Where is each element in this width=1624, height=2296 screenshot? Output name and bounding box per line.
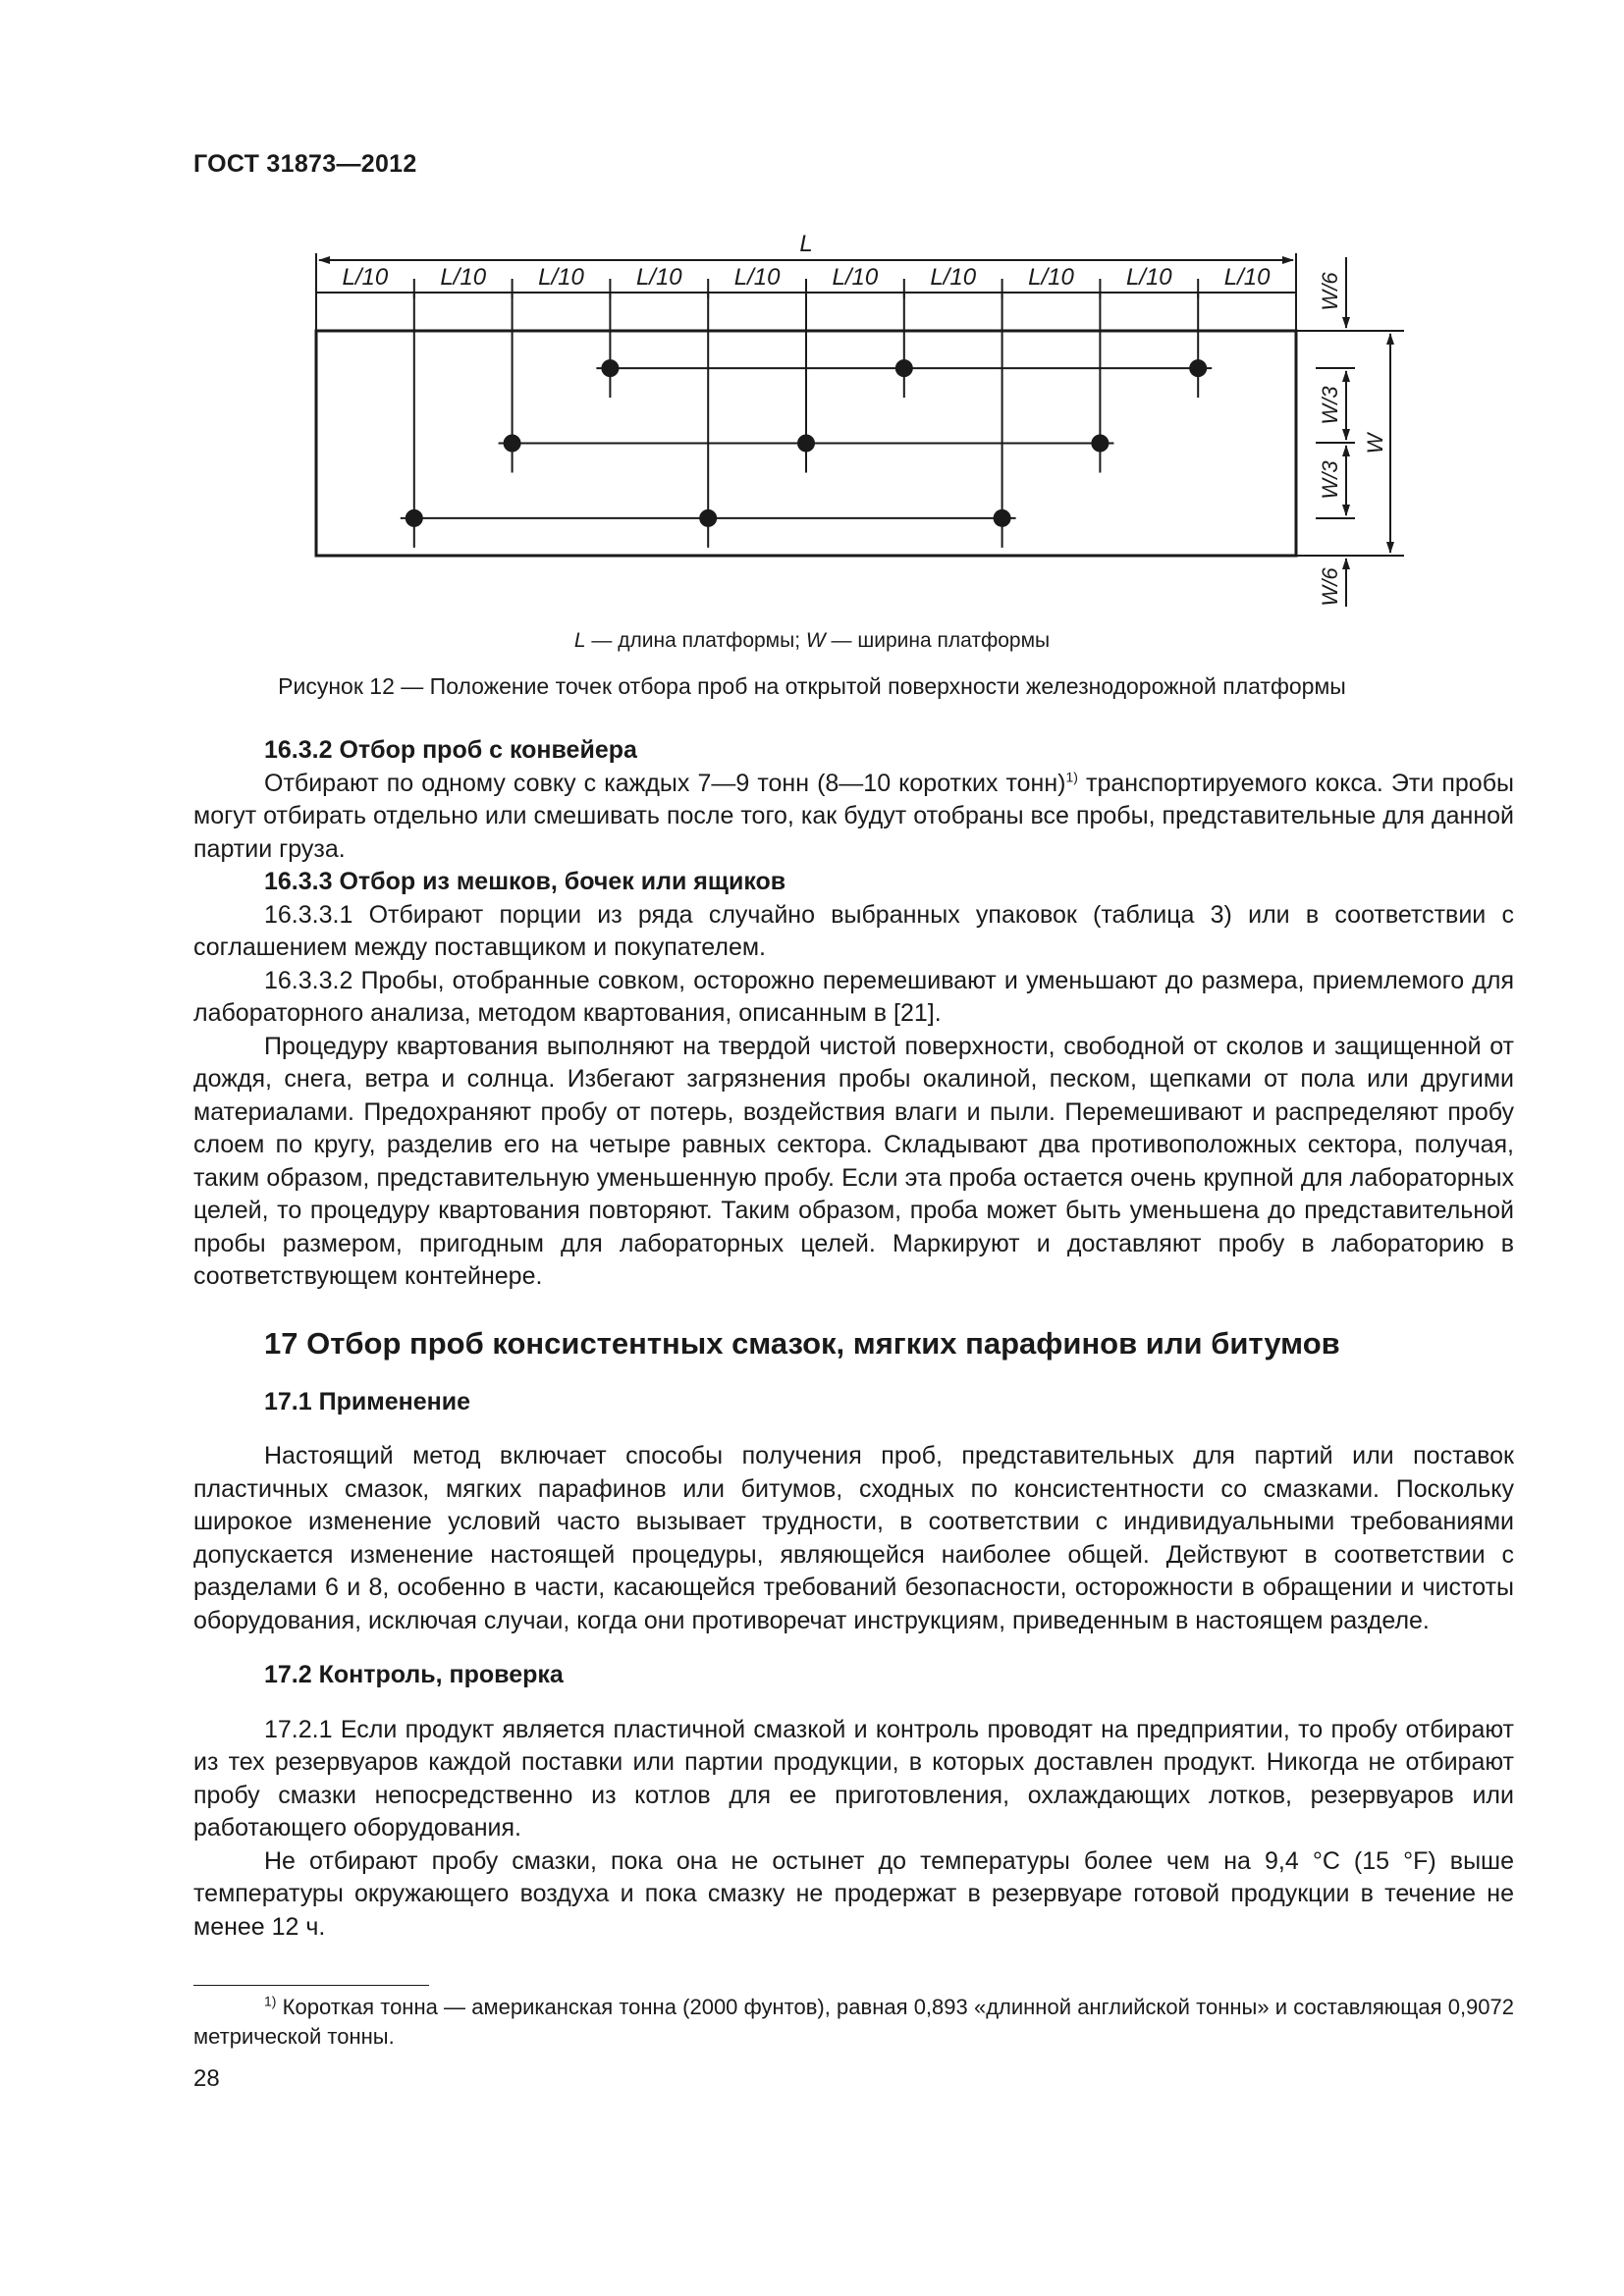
sampling-point (602, 360, 618, 376)
heading-17-1: 17.1 Применение (264, 1387, 470, 1415)
paragraph-16-3-3-2: 16.3.3.2 Пробы, отобранные совком, осторожно перемешивают и уменьшают до размера, приемлемого для лабораторного анализа, методом квартования, описанным в [21]. (193, 966, 1514, 1027)
segment-label: L/10 (1028, 264, 1074, 291)
legend-W-text: — ширина платформы (825, 629, 1051, 652)
segment-label: L/10 (1223, 264, 1271, 291)
width-third-label-upper: W/3 (1318, 386, 1342, 425)
paragraph-16-3-3-1: 16.3.3.1 Отбирают порции из ряда случайно выбранных упаковок (таблица 3) или в соответствии с соглашением между поставщиком и покупателем. (193, 900, 1514, 961)
paragraph-quartering: Процедуру квартования выполняют на твердой чистой поверхности, свободной от сколов и защищенной от дождя, снега, ветра и солнца. Избегают загрязнения пробы окалиной, песком, щепками от пола или другими материалами. Предохраняют пробу от потерь, воздействия влаги и пыли. Перемешивают и распределяют пробу слоем по кругу, разделив его на четыре равных сектора. Складывают два противоположных сектора, получая, таким образом, представительную уменьшенную пробу. Если эта проба остается очень крупной для лабораторных целей, то процедуру квартования повторяют. Таким образом, проба может быть уменьшена до представительной пробы размером, пригодным для лабораторных целей. Маркируют и доставляют пробу в лабораторию в соответствующем контейнере. (193, 1032, 1514, 1290)
paragraph-17-2-temperature: Не отбирают пробу смазки, пока она не остынет до температуры более чем на 9,4 °С (15 °F) выше температуры окружающего воздуха и пока смазку не продержат в резервуаре готовой продукции в течение не менее 12 ч. (193, 1846, 1514, 1941)
segment-label: L/10 (440, 264, 487, 291)
sampling-point (1190, 360, 1206, 376)
p-16-3-2-tail: транспортируемого кокса. Эти пробы могут отбирать отдельно или смешивать после того, как будут отобраны все пробы, представительные для данной партии груза. (193, 769, 1514, 863)
footnote-marker: 1) (264, 1993, 277, 2009)
sampling-point (1092, 436, 1108, 452)
width-sixth-label-bottom: W/6 (1318, 567, 1342, 607)
heading-16-3-3: 16.3.3 Отбор из мешков, бочек или ящиков (264, 868, 786, 895)
segment-label: L/10 (538, 264, 584, 291)
legend-L-symbol: L (573, 629, 586, 652)
sampling-point (798, 436, 814, 452)
sampling-point (896, 360, 912, 376)
segment-label: L/10 (635, 264, 682, 291)
document-header: ГОСТ 31873—2012 (193, 150, 417, 178)
sampling-point (700, 510, 716, 526)
footnote-ref: 1) (1065, 769, 1078, 785)
footnote (193, 1993, 1514, 2052)
segment-label: L/10 (1125, 264, 1172, 291)
width-sixth-label-top: W/6 (1318, 272, 1342, 311)
legend-L-text: — длина платформы; (585, 629, 806, 652)
legend-W-symbol: W (805, 629, 826, 652)
page-number: 28 (193, 2065, 220, 2092)
body-text (193, 734, 1514, 1944)
heading-section-17: 17 Отбор проб консистентных смазок, мягких парафинов или битумов (264, 1325, 1340, 1361)
segment-label: L/10 (733, 264, 781, 291)
sampling-point (995, 510, 1010, 526)
width-third-label-lower: W/3 (1318, 460, 1342, 500)
sampling-point (406, 510, 422, 526)
footnote-text: Короткая тонна — американская тонна (2000 фунтов), равная 0,893 «длинной английской тонны» и составляющая 0,9072 метрической тонны. (193, 1995, 1514, 2049)
length-label: L (799, 231, 813, 257)
segment-label: L/10 (832, 264, 879, 291)
heading-16-3-2: 16.3.2 Отбор проб с конвейера (264, 736, 637, 764)
footnote-separator (193, 1985, 429, 1986)
heading-17-2: 17.2 Контроль, проверка (264, 1661, 564, 1688)
sampling-point (505, 436, 520, 452)
platform-sampling-diagram (0, 0, 1624, 618)
figure-legend (0, 629, 1624, 653)
figure-caption: Рисунок 12 — Положение точек отбора проб на открытой поверхности железнодорожной платформы (278, 673, 1346, 699)
segment-label: L/10 (342, 264, 389, 291)
p-16-3-2-text: Отбирают по одному совку с каждых 7—9 тонн (8—10 коротких тонн) (264, 769, 1066, 797)
segment-label: L/10 (930, 264, 977, 291)
width-label: W (1363, 433, 1387, 454)
paragraph-17-1: Настоящий метод включает способы получения проб, представительных для партий или поставок пластичных смазок, мягких парафинов или битумов, сходных по консистентности со смазками. Поскольку широкое изменение условий часто вызывает трудности, в соответствии с индивидуальными требованиями допускается изменение настоящей процедуры, являющейся наиболее общей. Действуют в соответствии с разделами 6 и 8, особенно в части, касающейся требований безопасности, осторожности в обращении и чистоты оборудования, исключая случаи, когда они противоречат инструкциям, приведенным в настоящем разделе. (193, 1442, 1514, 1634)
paragraph-17-2-1: 17.2.1 Если продукт является пластичной смазкой и контроль проводят на предприятии, то пробу отбирают из тех резервуаров каждой поставки или партии продукции, в которых доставлен продукт. Никогда не отбирают пробу смазки непосредственно из котлов для ее приготовления, охлаждающих лотков, резервуаров или работающего оборудования. (193, 1715, 1514, 1842)
paragraph-16-3-2 (193, 768, 1514, 867)
